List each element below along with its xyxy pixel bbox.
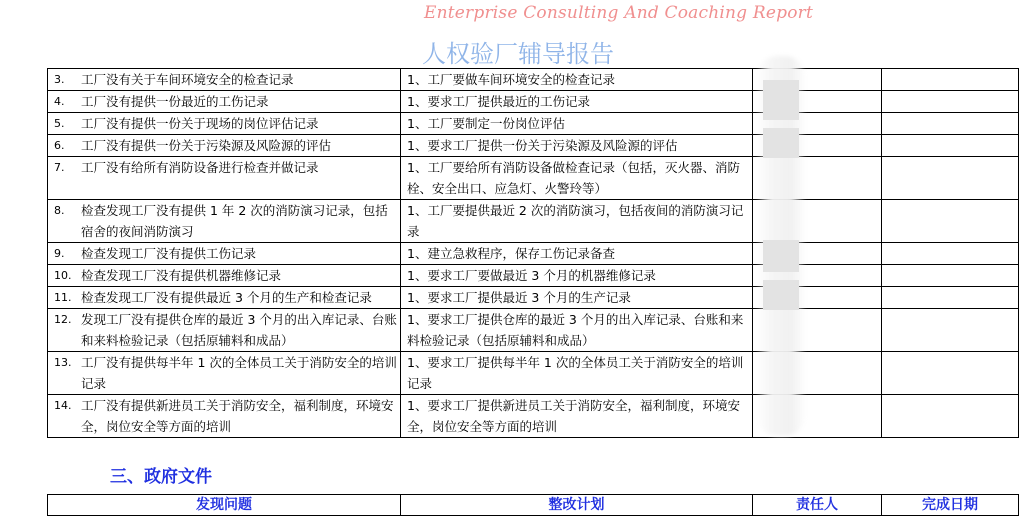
plan-text: 1、要求工厂要做最近 3 个月的机器维修记录 (407, 268, 656, 283)
plan-text: 1、要求工厂提供最近的工伤记录 (407, 94, 590, 109)
issue-text: 工厂没有给所有消防设备进行检查并做记录 (81, 160, 319, 175)
row-number: 6. (54, 139, 65, 152)
table-row (48, 243, 1019, 265)
redaction-block (763, 240, 799, 272)
table-row (48, 135, 1019, 157)
date-cell (882, 265, 1019, 287)
plan-text: 1、工厂要做车间环境安全的检查记录 (407, 72, 615, 87)
plan-cell (401, 243, 753, 265)
issue-cell-content (48, 395, 400, 437)
plan-cell (401, 113, 753, 135)
date-cell (882, 309, 1019, 352)
plan-text: 1、要求工厂提供仓库的最近 3 个月的出入库记录、台账和来料检验记录（包括原辅料和成品） (407, 312, 744, 348)
date-cell (882, 91, 1019, 113)
issue-text: 工厂没有提供每半年 1 次的全体员工关于消防安全的培训记录 (81, 355, 397, 391)
issue-cell (48, 200, 401, 243)
table-header-row (48, 495, 1019, 516)
plan-cell (401, 309, 753, 352)
date-cell (882, 243, 1019, 265)
table-row (48, 265, 1019, 287)
issue-text: 检查发现工厂没有提供工伤记录 (81, 246, 257, 261)
issue-cell-content (48, 69, 400, 90)
issue-cell (48, 352, 401, 395)
issue-cell-content (48, 352, 400, 394)
issue-cell-content (48, 200, 400, 242)
issue-text: 检查发现工厂没有提供机器维修记录 (81, 268, 282, 283)
issue-cell (48, 91, 401, 113)
issue-cell-content (48, 157, 400, 178)
plan-cell (401, 91, 753, 113)
plan-cell (401, 265, 753, 287)
issue-text: 工厂没有关于车间环境安全的检查记录 (81, 72, 294, 87)
issue-cell-content (48, 113, 400, 134)
table-row (48, 287, 1019, 309)
row-number: 7. (54, 161, 65, 174)
government-documents-table (47, 494, 1019, 516)
column-header-date: 完成日期 (882, 495, 1019, 516)
date-cell (882, 157, 1019, 200)
column-header-issue: 发现问题 (48, 495, 401, 516)
row-number: 13. (54, 356, 72, 369)
date-cell (882, 395, 1019, 438)
row-number: 5. (54, 117, 65, 130)
date-cell (882, 113, 1019, 135)
issues-table (47, 68, 1019, 438)
report-title-cn: 人权验厂辅导报告 (422, 40, 614, 68)
issue-text: 工厂没有提供一份关于现场的岗位评估记录 (81, 116, 319, 131)
issue-cell (48, 287, 401, 309)
issue-cell-content (48, 243, 400, 264)
plan-cell (401, 69, 753, 91)
section-title-government-documents: 三、政府文件 (110, 467, 212, 487)
table-row (48, 200, 1019, 243)
issue-text: 检查发现工厂没有提供最近 3 个月的生产和检查记录 (81, 290, 372, 305)
row-number: 4. (54, 95, 65, 108)
issue-cell-content (48, 309, 400, 351)
redaction-block (763, 128, 799, 158)
date-cell (882, 200, 1019, 243)
column-header-owner: 责任人 (753, 495, 882, 516)
issue-cell-content (48, 265, 400, 286)
issue-cell-content (48, 91, 400, 112)
issue-text: 工厂没有提供一份关于污染源及风险源的评估 (81, 138, 332, 153)
plan-text: 1、建立急救程序，保存工伤记录备查 (407, 246, 615, 261)
issue-cell-content (48, 287, 400, 308)
issues-table-body (48, 69, 1019, 438)
issue-cell (48, 135, 401, 157)
issue-cell (48, 243, 401, 265)
row-number: 10. (54, 269, 72, 282)
row-number: 9. (54, 247, 65, 260)
plan-text: 1、工厂要给所有消防设备做检查记录（包括，灭火器、消防栓、安全出口、应急灯、火警玲等） (407, 160, 740, 196)
plan-text: 1、要求工厂提供最近 3 个月的生产记录 (407, 290, 631, 305)
plan-text: 1、要求工厂提供新进员工关于消防安全，福利制度，环境安全，岗位安全等方面的培训 (407, 398, 740, 434)
column-header-plan: 整改计划 (401, 495, 753, 516)
date-cell (882, 69, 1019, 91)
plan-cell (401, 157, 753, 200)
date-cell (882, 287, 1019, 309)
plan-text: 1、工厂要制定一份岗位评估 (407, 116, 565, 131)
plan-cell (401, 395, 753, 438)
row-number: 12. (54, 313, 72, 326)
issue-cell (48, 309, 401, 352)
plan-cell (401, 352, 753, 395)
plan-text: 1、要求工厂提供一份关于污染源及风险源的评估 (407, 138, 678, 153)
issue-cell (48, 395, 401, 438)
table-row (48, 352, 1019, 395)
date-cell (882, 135, 1019, 157)
table-row (48, 91, 1019, 113)
issue-text: 工厂没有提供新进员工关于消防安全，福利制度，环境安全，岗位安全等方面的培训 (81, 398, 394, 434)
table-row (48, 113, 1019, 135)
row-number: 8. (54, 204, 65, 217)
plan-text: 1、工厂要提供最近 2 次的消防演习，包括夜间的消防演习记录 (407, 203, 744, 239)
plan-text: 1、要求工厂提供每半年 1 次的全体员工关于消防安全的培训记录 (407, 355, 744, 391)
issue-cell-content (48, 135, 400, 156)
issue-text: 工厂没有提供一份最近的工伤记录 (81, 94, 269, 109)
row-number: 11. (54, 291, 72, 304)
plan-cell (401, 135, 753, 157)
redaction-block (763, 80, 799, 120)
issue-text: 检查发现工厂没有提供 1 年 2 次的消防演习记录，包括宿舍的夜间消防演习 (81, 203, 388, 239)
issue-cell (48, 157, 401, 200)
row-number: 3. (54, 73, 65, 86)
report-subtitle-en: Enterprise Consulting And Coaching Report (424, 3, 813, 23)
table-row (48, 309, 1019, 352)
issue-cell (48, 265, 401, 287)
redaction-block (763, 280, 799, 310)
table-row (48, 157, 1019, 200)
plan-cell (401, 287, 753, 309)
table-row (48, 69, 1019, 91)
plan-cell (401, 200, 753, 243)
row-number: 14. (54, 399, 72, 412)
issue-cell (48, 113, 401, 135)
issue-text: 发现工厂没有提供仓库的最近 3 个月的出入库记录、台账和来料检验记录（包括原辅料和成品） (81, 312, 397, 348)
table-row (48, 395, 1019, 438)
issue-cell (48, 69, 401, 91)
date-cell (882, 352, 1019, 395)
